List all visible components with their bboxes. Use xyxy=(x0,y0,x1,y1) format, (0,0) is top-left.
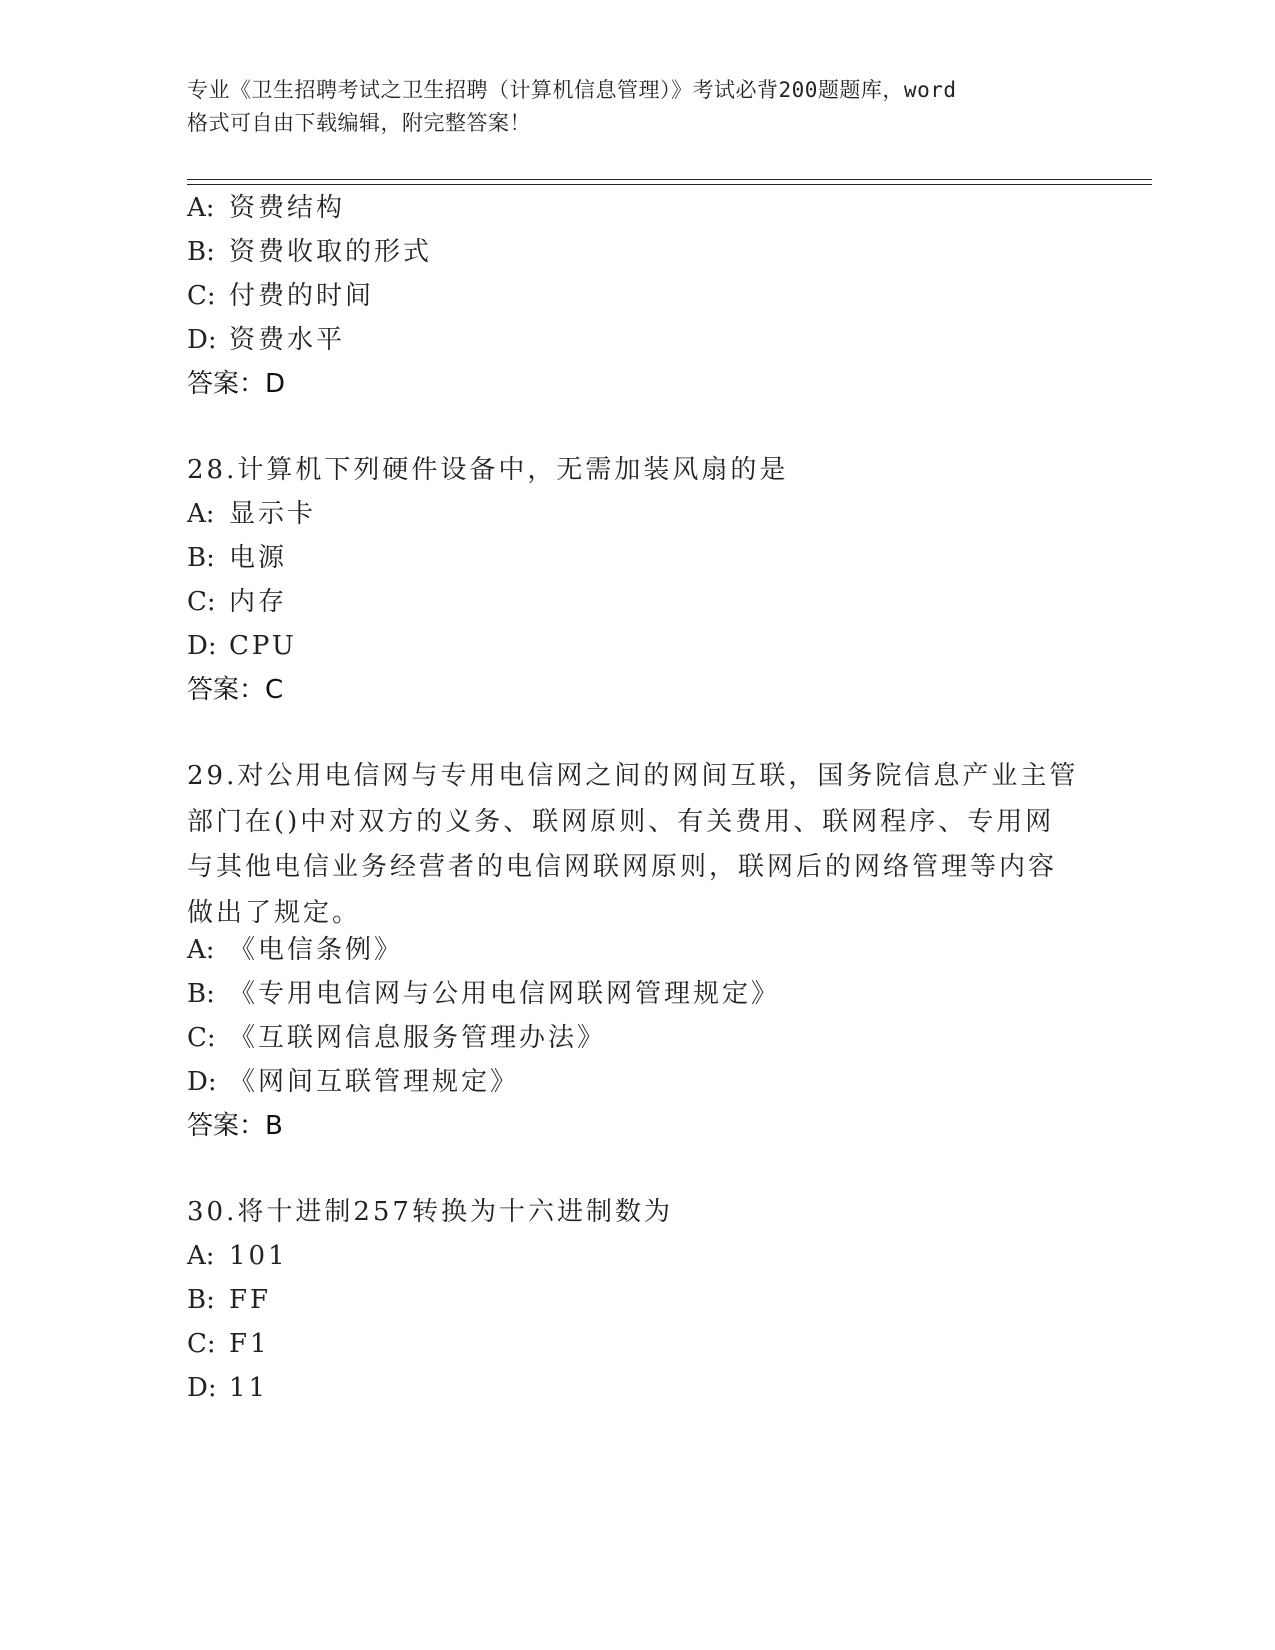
q28-stem: 28.计算机下列硬件设备中，无需加装风扇的是 xyxy=(187,455,789,485)
q30-option-d: D: 11 xyxy=(187,1373,269,1403)
q29-stem-line-1: 29.对公用电信网与专用电信网之间的网间互联，国务院信息产业主管 xyxy=(187,761,1079,791)
q29-answer: 答案：B xyxy=(187,1111,283,1141)
q28-option-c: C: 内存 xyxy=(187,587,288,617)
q29-option-a: A: 《电信条例》 xyxy=(187,935,404,965)
q29-option-d: D: 《网间互联管理规定》 xyxy=(187,1067,520,1097)
q28-option-d: D: CPU xyxy=(187,631,297,661)
q27-option-b: B: 资费收取的形式 xyxy=(187,237,433,267)
q28-option-b: B: 电源 xyxy=(187,543,288,573)
q30-stem: 30.将十进制257转换为十六进制数为 xyxy=(187,1197,673,1227)
header-line-1: 专业《卫生招聘考试之卫生招聘（计算机信息管理）》考试必背200题题库，word xyxy=(187,78,957,102)
q29-stem-line-3: 与其他电信业务经营者的电信网联网原则，联网后的网络管理等内容 xyxy=(187,852,1058,882)
q30-option-c: C: F1 xyxy=(187,1329,270,1359)
q28-answer: 答案：C xyxy=(187,675,284,705)
q29-option-b: B: 《专用电信网与公用电信网联网管理规定》 xyxy=(187,979,781,1009)
header-divider-top xyxy=(187,179,1152,180)
header-divider-bottom xyxy=(187,184,1152,185)
document-header xyxy=(187,74,1107,140)
q29-stem-line-4: 做出了规定。 xyxy=(187,897,362,928)
q30-option-a: A: 101 xyxy=(187,1241,288,1271)
q27-option-a: A: 资费结构 xyxy=(187,193,346,223)
q27-answer: 答案：D xyxy=(187,369,286,399)
q28-option-a: A: 显示卡 xyxy=(187,499,317,529)
q30-option-b: B: FF xyxy=(187,1285,272,1315)
header-line-2: 格式可自由下载编辑，附完整答案！ xyxy=(187,111,531,135)
q27-option-d: D: 资费水平 xyxy=(187,325,346,355)
q29-stem xyxy=(187,754,1187,936)
q29-option-c: C: 《互联网信息服务管理办法》 xyxy=(187,1023,607,1053)
q27-option-c: C: 付费的时间 xyxy=(187,281,375,311)
q29-stem-line-2: 部门在()中对双方的义务、联网原则、有关费用、联网程序、专用网 xyxy=(187,806,1055,837)
